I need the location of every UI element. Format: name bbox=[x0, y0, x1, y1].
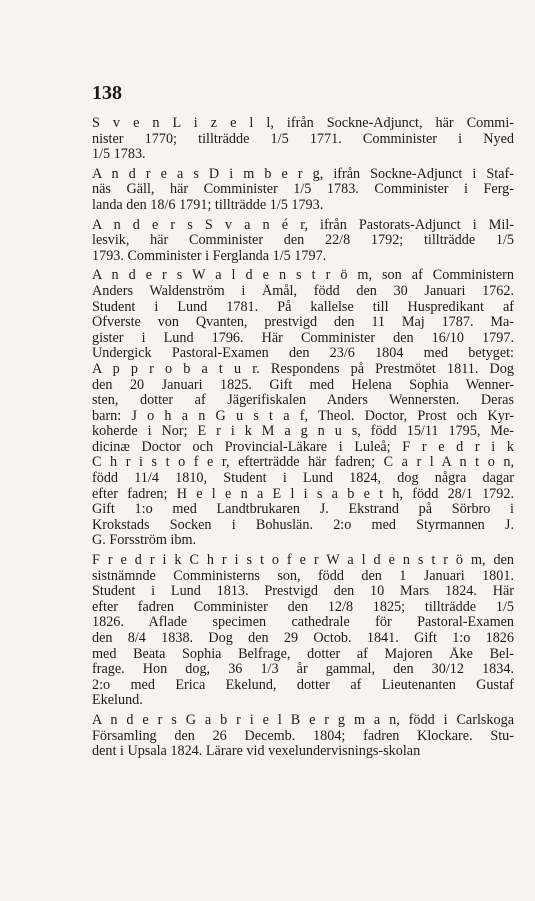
text-line: Anders Waldenström i Åmål, född den 30 Januari 1762. bbox=[92, 283, 514, 299]
text-line: F r e d r i k C h r i s t o f e r W a l d e n s t r ö m, den bbox=[92, 553, 514, 569]
text-line: C h r i s t o f e r, efterträdde här fadren; C a r l A n t o n, bbox=[92, 455, 514, 471]
text-line: A n d e r s G a b r i e l B e r g m a n, född i Carlskoga bbox=[92, 712, 514, 728]
text-line: landa den 18/6 1791; tillträdde 1/5 1793. bbox=[92, 197, 324, 213]
text-line: Student i Lund 1813. Prestvigd den 10 Mars 1824. Här bbox=[92, 584, 514, 600]
text-line: S v e n L i z e l l, ifrån Sockne-Adjunct, här Commi- bbox=[92, 116, 514, 131]
text-line: Undergick Pastoral-Examen den 23/6 1804 med betyget: bbox=[92, 346, 514, 362]
page-number: 138 bbox=[92, 82, 122, 104]
text-line: G. Forsström ibm. bbox=[92, 533, 197, 549]
text-line: barn: J o h a n G u s t a f, Theol. Doctor, Prost och Kyr- bbox=[92, 408, 514, 424]
entry-paragraph bbox=[92, 268, 514, 549]
text-line: A n d e r s W a l d e n s t r ö m, son af Comministern bbox=[92, 268, 514, 284]
text-line: koherde i Nor; E r i k M a g n u s, född 15/11 1795, Me- bbox=[92, 424, 514, 440]
text-line: den 8/4 1838. Dog den 29 Octob. 1841. Gift 1:o 1826 bbox=[92, 631, 514, 646]
text-line: Ekelund. bbox=[92, 693, 143, 709]
text-line: nister 1770; tillträdde 1/5 1771. Comminister i Nyed bbox=[92, 131, 514, 147]
text-line: Gift 1:o med Landtbrukaren J. Ekstrand på Sörbro i bbox=[92, 502, 514, 518]
text-line: med Beata Sophia Belfrage, dotter af Majoren Åke Bel- bbox=[92, 646, 514, 662]
text-line: A n d r e a s D i m b e r g, ifrån Sockne-Adjunct i Staf- bbox=[92, 166, 514, 182]
entry-paragraph bbox=[92, 713, 514, 760]
text-line: Krokstads Socken i Bohuslän. 2:o med Styrmannen J. bbox=[92, 517, 514, 533]
text-line: efter fadren Comminister den 12/8 1825; tillträdde 1/5 bbox=[92, 599, 514, 615]
text-line: 1/5 1783. bbox=[92, 147, 146, 163]
text-line: dent i Upsala 1824. Lärare vid vexelundervisnings-skolan bbox=[92, 744, 421, 760]
text-line: näs Gäll, här Comminister 1/5 1783. Comminister i Ferg- bbox=[92, 182, 514, 198]
entry-paragraph bbox=[92, 218, 514, 265]
text-line: efter fadren; H e l e n a E l i s a b e t h, född 28/1 1792. bbox=[92, 486, 514, 502]
entry-paragraph bbox=[92, 116, 514, 163]
text-line: dicinæ Doctor och Provincial-Läkare i Luleå; F r e d r i k bbox=[92, 439, 514, 455]
text-line: sten, dotter af Jägerifiskalen Anders Wennersten. Deras bbox=[92, 393, 514, 409]
text-line: Öfverste von Qvanten, prestvigd den 11 Maj 1787. Ma- bbox=[92, 315, 514, 331]
text-line: A n d e r s S v a n é r, ifrån Pastorats-Adjunct i Mil- bbox=[92, 217, 514, 233]
text-line: A p p r o b a t u r. Respondens på Prestmötet 1811. Dog bbox=[92, 361, 514, 377]
text-line: lesvik, här Comminister den 22/8 1792; tillträdde 1/5 bbox=[92, 233, 514, 249]
entry-paragraph bbox=[92, 167, 514, 214]
text-line: 1793. Comminister i Ferglanda 1/5 1797. bbox=[92, 248, 327, 264]
page-text bbox=[92, 116, 514, 760]
text-line: född 11/4 1810, Student i Lund 1824, dog några dagar bbox=[92, 471, 514, 487]
text-line: 2:o med Erica Ekelund, dotter af Lieutenanten Gustaf bbox=[92, 677, 514, 693]
text-line: 1826. Aflade specimen cathedrale för Pastoral-Examen bbox=[92, 615, 514, 631]
text-line: Student i Lund 1781. På kallelse till Huspredikant af bbox=[92, 299, 514, 315]
text-line: sistnämnde Comministerns son, född den 1 Januari 1801. bbox=[92, 568, 514, 584]
text-line: Församling den 26 Decemb. 1804; fadren Klockare. Stu- bbox=[92, 728, 514, 744]
text-line: frage. Hon dog, 36 1/3 år gammal, den 30/12 1834. bbox=[92, 662, 514, 678]
text-line: den 20 Januari 1825. Gift med Helena Sophia Wenner- bbox=[92, 377, 514, 393]
entry-paragraph bbox=[92, 553, 514, 709]
text-line: gister i Lund 1796. Här Comminister den 16/10 1797. bbox=[92, 330, 514, 346]
